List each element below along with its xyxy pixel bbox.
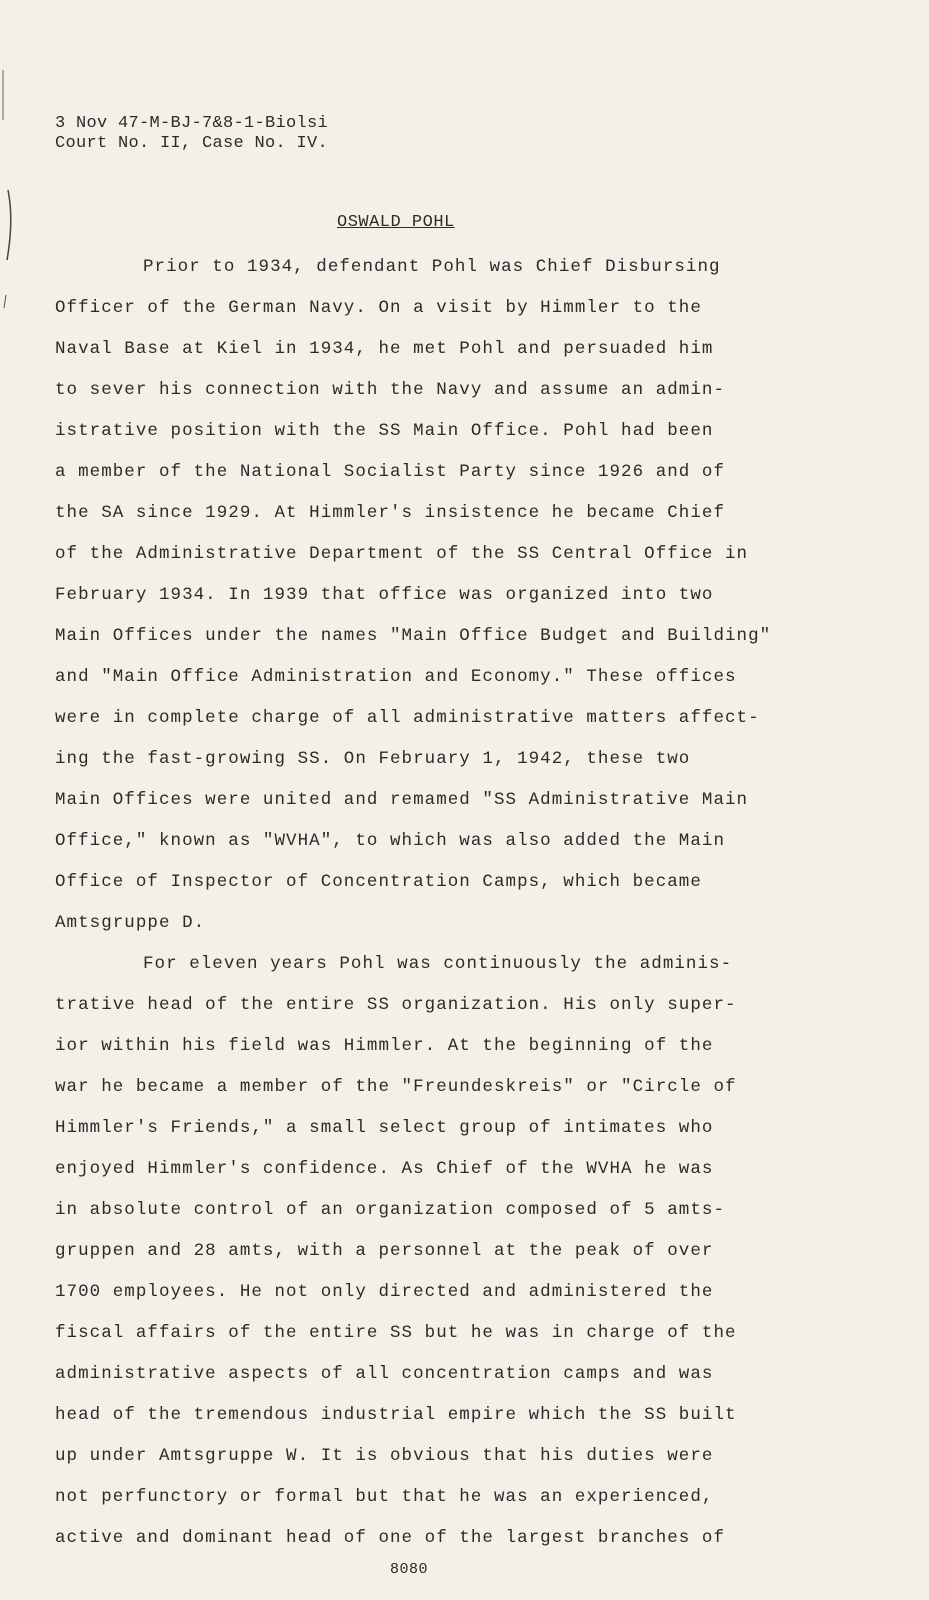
text-line: 1700 employees. He not only directed and administered the xyxy=(55,1282,714,1302)
case-header xyxy=(55,114,328,154)
body-text xyxy=(55,247,875,1559)
document-title: OSWALD POHL xyxy=(337,213,455,232)
text-line: Officer of the German Navy. On a visit by Himmler to the xyxy=(55,298,702,318)
text-line: the SA since 1929. At Himmler's insistence he became Chief xyxy=(55,503,725,523)
text-line: not perfunctory or formal but that he was an experienced, xyxy=(55,1487,714,1507)
text-line: February 1934. In 1939 that office was organized into two xyxy=(55,585,714,605)
text-line: to sever his connection with the Navy and assume an admin- xyxy=(55,380,725,400)
text-line: Main Offices under the names "Main Office Budget and Building" xyxy=(55,626,772,646)
text-line: Office of Inspector of Concentration Camps, which became xyxy=(55,872,702,892)
case-header-line-2: Court No. II, Case No. IV. xyxy=(55,134,329,153)
text-line: active and dominant head of one of the largest branches of xyxy=(55,1528,725,1548)
text-line: administrative aspects of all concentration camps and was xyxy=(55,1364,714,1384)
text-line: head of the tremendous industrial empire which the SS built xyxy=(55,1405,737,1425)
text-line: ing the fast-growing SS. On February 1, 1942, these two xyxy=(55,749,691,769)
torn-edge-mark xyxy=(0,60,22,320)
text-line: ior within his field was Himmler. At the beginning of the xyxy=(55,1036,714,1056)
text-line: Naval Base at Kiel in 1934, he met Pohl and persuaded him xyxy=(55,339,714,359)
page-number: 8080 xyxy=(390,1561,429,1578)
text-line: For eleven years Pohl was continuously the adminis- xyxy=(143,954,733,974)
case-header-line-1: 3 Nov 47-M-BJ-7&8-1-Biolsi xyxy=(55,114,329,133)
text-line: trative head of the entire SS organization. His only super- xyxy=(55,995,737,1015)
text-line: Prior to 1934, defendant Pohl was Chief Disbursing xyxy=(143,257,721,277)
text-line: in absolute control of an organization composed of 5 amts- xyxy=(55,1200,725,1220)
text-line: Himmler's Friends," a small select group of intimates who xyxy=(55,1118,714,1138)
text-line: enjoyed Himmler's confidence. As Chief of the WVHA he was xyxy=(55,1159,714,1179)
text-line: Main Offices were united and remamed "SS Administrative Main xyxy=(55,790,749,810)
text-line: gruppen and 28 amts, with a personnel at the peak of over xyxy=(55,1241,714,1261)
text-line: Amtsgruppe D. xyxy=(55,913,206,933)
text-line: war he became a member of the "Freundeskreis" or "Circle of xyxy=(55,1077,737,1097)
text-line: Office," known as "WVHA", to which was also added the Main xyxy=(55,831,725,851)
text-line: up under Amtsgruppe W. It is obvious that his duties were xyxy=(55,1446,714,1466)
text-line: and "Main Office Administration and Economy." These offices xyxy=(55,667,737,687)
text-line: fiscal affairs of the entire SS but he was in charge of the xyxy=(55,1323,737,1343)
text-line: of the Administrative Department of the SS Central Office in xyxy=(55,544,749,564)
text-line: istrative position with the SS Main Office. Pohl had been xyxy=(55,421,714,441)
text-line: were in complete charge of all administrative matters affect- xyxy=(55,708,760,728)
text-line: a member of the National Socialist Party since 1926 and of xyxy=(55,462,725,482)
